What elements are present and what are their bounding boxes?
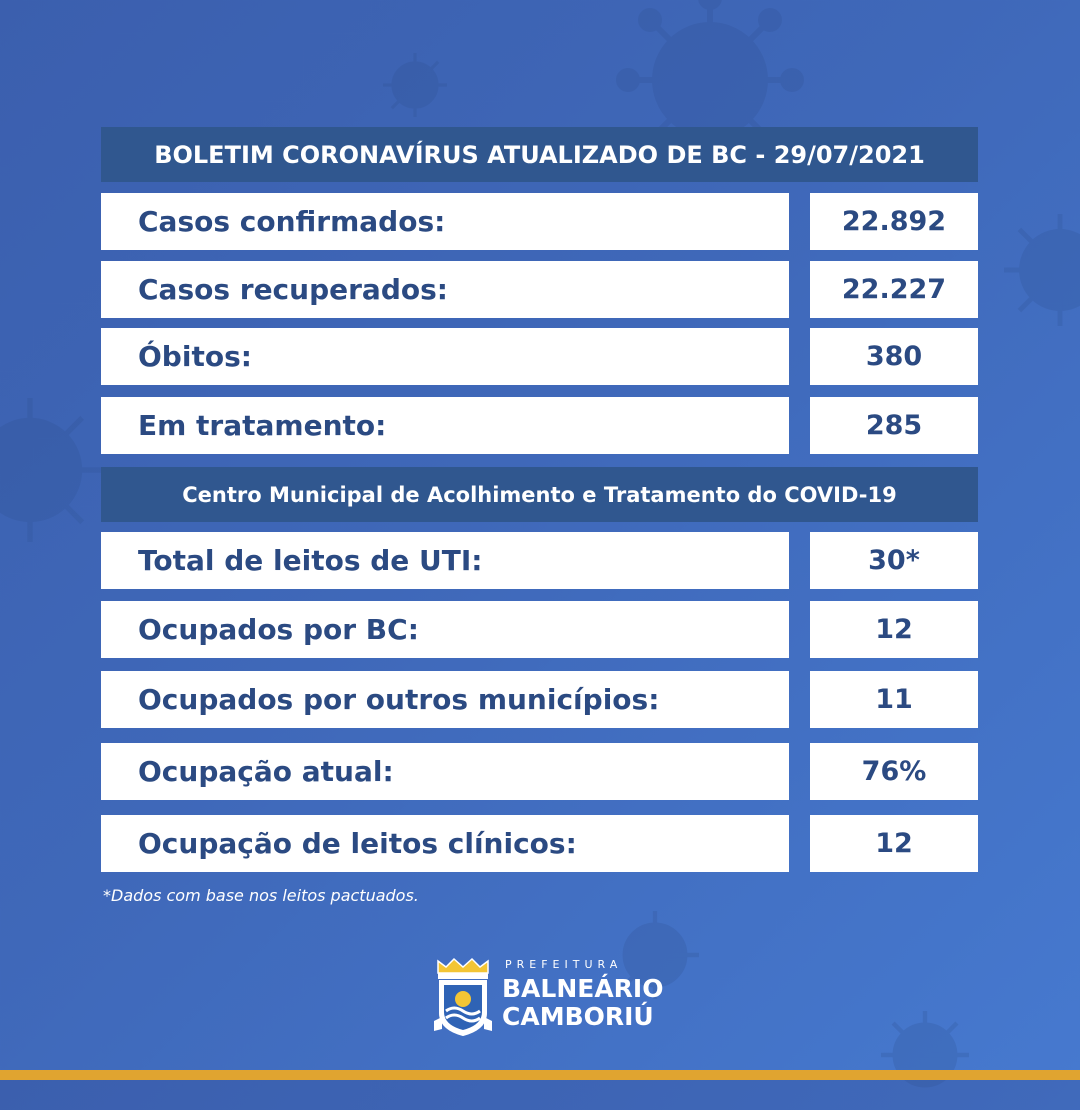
stat-value: 22.227 (810, 261, 978, 318)
bottom-stripe (0, 1070, 1080, 1080)
stat-label: Ocupados por BC: (101, 601, 789, 658)
hospital-row-occupied-others (101, 671, 978, 728)
hospital-row-icu-total (101, 532, 978, 589)
stat-value: 11 (810, 671, 978, 728)
stat-label: Casos confirmados: (101, 193, 789, 250)
stat-value: 22.892 (810, 193, 978, 250)
stat-value: 76% (810, 743, 978, 800)
section-title: Centro Municipal de Acolhimento e Tratamento do COVID-19 (101, 467, 978, 522)
stat-row-recovered (101, 261, 978, 318)
stat-label: Ocupados por outros municípios: (101, 671, 789, 728)
bulletin-title: BOLETIM CORONAVÍRUS ATUALIZADO DE BC - 29/07/2021 (101, 127, 978, 182)
stat-value: 30* (810, 532, 978, 589)
stat-value: 12 (810, 601, 978, 658)
stat-value: 285 (810, 397, 978, 454)
stat-value: 380 (810, 328, 978, 385)
stat-row-in-treatment (101, 397, 978, 454)
footnote: *Dados com base nos leitos pactuados. (103, 886, 419, 905)
prefeitura-logo (432, 955, 644, 1040)
stat-label: Óbitos: (101, 328, 789, 385)
hospital-row-clinical-beds (101, 815, 978, 872)
stat-label: Casos recuperados: (101, 261, 789, 318)
logo-text-camboriu: CAMBORIÚ (502, 1002, 654, 1031)
logo-text-balneario: BALNEÁRIO (502, 974, 664, 1003)
logo-text-prefeitura: PREFEITURA (505, 958, 622, 971)
city-crest-icon (432, 955, 494, 1039)
stat-label: Ocupação atual: (101, 743, 789, 800)
hospital-row-occupancy-rate (101, 743, 978, 800)
stat-label: Em tratamento: (101, 397, 789, 454)
stat-value: 12 (810, 815, 978, 872)
stat-row-confirmed (101, 193, 978, 250)
hospital-row-occupied-bc (101, 601, 978, 658)
stat-row-deaths (101, 328, 978, 385)
stat-label: Total de leitos de UTI: (101, 532, 789, 589)
stat-label: Ocupação de leitos clínicos: (101, 815, 789, 872)
